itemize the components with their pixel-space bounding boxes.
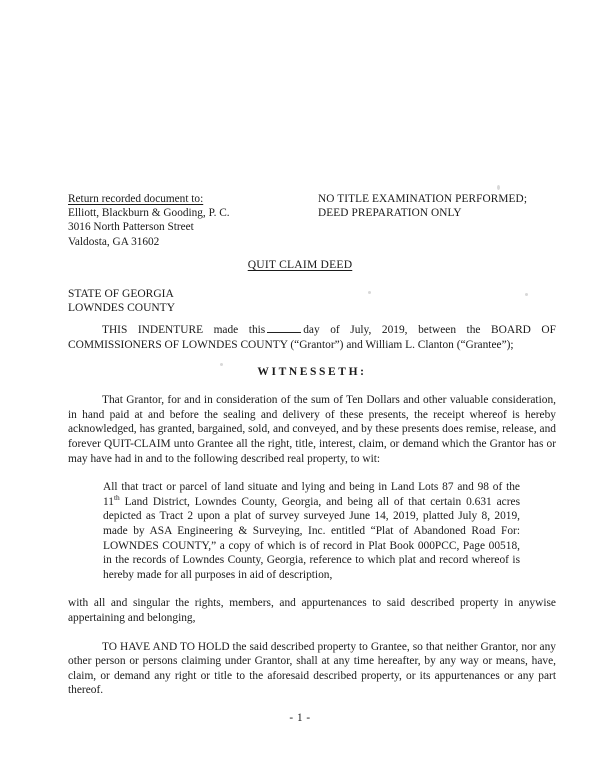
notice-line-2: DEED PREPARATION ONLY — [318, 207, 462, 220]
indenture-paragraph — [68, 322, 556, 352]
spacer — [68, 626, 556, 640]
document-body — [68, 322, 556, 698]
legal-description-paragraph — [103, 480, 520, 582]
appurtenances-paragraph: with all and singular the rights, members, and appurtenances to said described property in anywise appertaining and belonging, — [68, 597, 556, 624]
consideration-paragraph: That Grantor, for and in consideration of the sum of Ten Dollars and other valuable consideration, in hand paid at and before the sealing and delivery of these presents, the receipt whereof is hereby acknowledged, has granted, bargained, sold, and conveyed, and by these presents does remise, release, and forever QUIT-CLAIM unto Grantee all the right, title, interest, claim, or demand which the Grantor has or may have had in and to the following described real property, to wit: — [68, 394, 556, 465]
page-number-footer: - 1 - — [289, 712, 311, 724]
indenture-text-before-blank: THIS INDENTURE made this — [102, 324, 266, 336]
document-title — [0, 258, 600, 271]
return-address-line-1: Elliott, Blackburn & Gooding, P. C. — [68, 207, 230, 220]
habendum-paragraph: TO HAVE AND TO HOLD the said described property to Grantee, so that neither Grantor, nor any other person or persons claiming under Grantor, shall at any time hereafter, by any way or means, have, claim, or demand any right or title to the aforesaid described property, or its appurtenances or any part thereof. — [68, 640, 556, 697]
return-address-line-3: Valdosta, GA 31602 — [68, 235, 160, 248]
legal-description-segment-2: Land District, Lowndes County, Georgia, and being all of that certain 0.631 acres depicted as Tract 2 upon a plat of survey surveyed June 14, 2019, platted July 8, 2019, made by ASA Engineering & Surveying, Inc. entitled “Plat of Abandoned Road For: LOWNDES COUNTY,” a copy of which is of record in Plat Book 000PCC, Page 00518, in the records of Lowndes County, Georgia, reference to which plat and record whereof is hereby made for all purposes in aid of description, — [103, 495, 520, 581]
county-line: LOWNDES COUNTY — [68, 302, 176, 315]
return-address-block — [68, 192, 318, 249]
document-title-text: QUIT CLAIM DEED — [247, 258, 353, 271]
scan-speckle — [497, 185, 500, 190]
spacer — [68, 466, 556, 480]
jurisdiction-block — [68, 287, 175, 316]
scan-speckle — [525, 293, 528, 296]
legal-description-block — [103, 480, 520, 582]
document-header — [68, 192, 556, 249]
indenture-text-after-blank: day of July, 2019, between the BOARD OF COMMISSIONERS OF LOWNDES COUNTY (“Grantor”) and William L. Clanton (“Grantee”); — [68, 324, 556, 351]
legal-description-segment-1: All that tract or parcel of land situate and lying and being in Land Lots 87 and 98 of the 11 — [103, 481, 520, 508]
notice-line-1: NO TITLE EXAMINATION PERFORMED; — [318, 193, 528, 205]
ordinal-suffix: th — [113, 492, 120, 502]
return-address-label: Return recorded document to: — [68, 193, 204, 205]
return-address-line-2: 3016 North Patterson Street — [68, 221, 194, 234]
spacer — [68, 582, 556, 596]
witnesseth-heading: WITNESSETH: — [257, 366, 367, 379]
day-blank-fill — [267, 322, 301, 333]
state-line: STATE OF GEORGIA — [68, 288, 174, 300]
title-examination-notice — [318, 192, 527, 220]
spacer — [68, 352, 556, 365]
spacer — [68, 380, 556, 393]
scan-speckle — [368, 291, 371, 294]
